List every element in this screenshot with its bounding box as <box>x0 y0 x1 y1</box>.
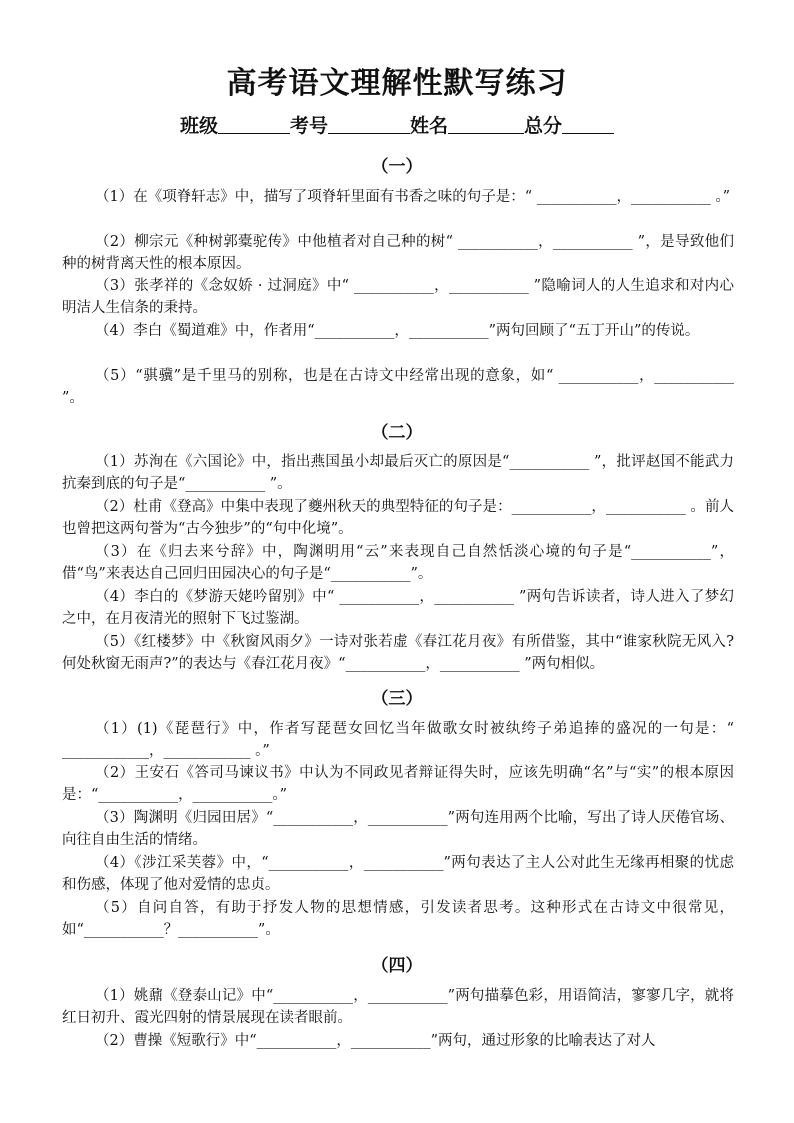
question-1-5: （5）“骐骥”是千里马的别称，也是在古诗文中经常出现的意象，如“ ___________，___________ ”。 <box>62 368 734 407</box>
question-2-1: （1）苏洵在《六国论》中，指出燕国虽小却最后灭亡的原因是“___________ ”，批评赵国不能武力抗秦到底的句子是“___________ ”。 <box>62 454 734 493</box>
question-2-2: （2）杜甫《登高》中集中表现了夔州秋天的典型特征的句子是：___________，___________ 。前人也曾把这两句誉为“古今独步”的“句中化境”。 <box>62 499 734 538</box>
name-blank[interactable] <box>448 115 524 134</box>
question-1-3: （3）张孝祥的《念奴娇 · 过洞庭》中“ ___________，___________ ”隐喻词人的人生追求和对内心明洁人生信条的秉持。 <box>62 278 734 317</box>
question-3-5: （5）自问自答，有助于抒发人物的思想情感，引发读者思考。这种形式在古诗文中很常见，如“___________？___________”。 <box>62 900 734 939</box>
question-4-1: （1）姚鼐《登泰山记》中“___________，___________”两句描摹色彩，用语简洁，寥寥几字，就将红日初升、霞光四射的情景展现在读者眼前。 <box>62 988 734 1027</box>
page-title: 高考语文理解性默写练习 <box>226 66 568 101</box>
question-4-2: （2）曹操《短歌行》中“___________，___________”两句，通过形象的比喻表达了对人 <box>95 1033 656 1049</box>
exam-no-blank[interactable] <box>328 115 410 134</box>
name-label: 姓名 <box>410 115 449 137</box>
question-3-3: （3）陶渊明《归园田居》“___________，___________”两句连用两个比喻，写出了诗人厌倦官场、向往自由生活的情绪。 <box>62 810 734 849</box>
exam-no-label: 考号 <box>289 115 328 137</box>
question-3-4: （4）《涉江采芙蓉》中，“___________，___________”两句表达了主人公对此生无缘再相聚的忧虑和伤感，体现了他对爱情的忠贞。 <box>62 855 734 894</box>
student-info-line <box>0 111 794 138</box>
question-2-4: （4）李白的《梦游天姥吟留别》中“ ___________，___________ ”两句告诉读者，诗人进入了梦幻之中，在月夜清光的照射下飞过鉴湖。 <box>62 589 734 628</box>
question-1-1: （1）在《项脊轩志》中，描写了项脊轩里面有书香之味的句子是：“ ___________，___________ 。” <box>95 189 731 205</box>
question-3-2: （2）王安石《答司马谏议书》中认为不同政见者辩证得失时，应该先明确“名”与“实”的根本原因是：“___________，___________。” <box>62 765 734 804</box>
class-blank[interactable] <box>218 115 290 134</box>
score-label: 总分 <box>524 115 563 137</box>
question-1-4: （4）李白《蜀道难》中，作者用“___________，___________”两句回顾了“五丁开山”的传说。 <box>95 323 700 339</box>
section-heading-3: （三） <box>371 689 423 709</box>
score-blank[interactable] <box>562 115 614 134</box>
question-2-5: （5）《红楼梦》中《秋窗风雨夕》一诗对张若虚《春江花月夜》有所借鉴，其中“谁家秋院无风入?何处秋窗无雨声?”的表达与《春江花月夜》“___________，___________ ”两句相似。 <box>62 634 734 673</box>
question-3-1: （1）(1)《琵琶行》中，作者写琵琶女回忆当年做歌女时被纨绔子弟追捧的盛况的一句是：“ ____________，____________ 。” <box>62 721 734 760</box>
question-2-3: （3）在《归去来兮辞》中，陶渊明用“云”来表现自己自然恬淡心境的句子是“___________”，借“鸟”来表达自己回归田园决心的句子是“___________”。 <box>62 544 734 583</box>
class-label: 班级 <box>179 115 218 137</box>
section-heading-4: （四） <box>371 956 423 976</box>
question-1-2: （2）柳宗元《种树郭橐驼传》中他植者对自己种的树“ ___________，___________ ”，是导致他们种的树背离天性的根本原因。 <box>62 234 734 273</box>
section-heading-2: （二） <box>371 423 423 443</box>
section-heading-1: （一） <box>371 157 423 177</box>
